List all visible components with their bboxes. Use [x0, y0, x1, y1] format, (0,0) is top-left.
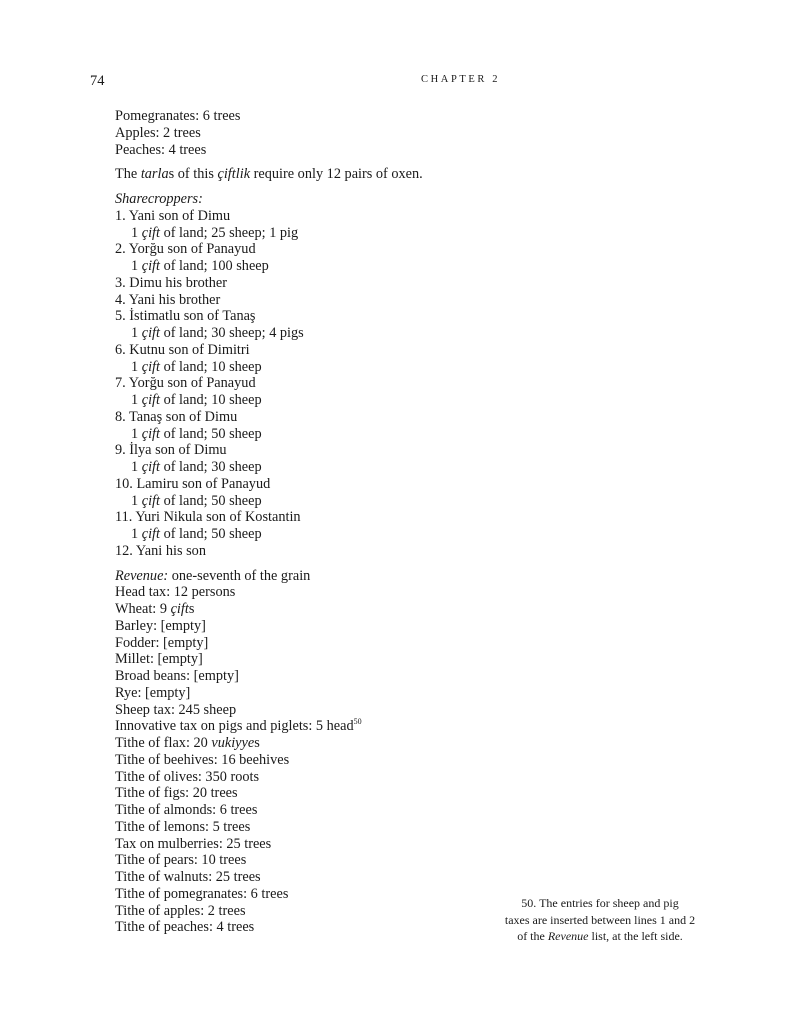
sharecropper-name: 2. Yorğu son of Panayud [115, 241, 256, 258]
sharecropper-holding: 1 çift of land; 10 sheep [131, 358, 262, 375]
sharecropper-name: 7. Yorğu son of Panayud [115, 375, 256, 392]
sharecropper-name: 11. Yuri Nikula son of Kostantin [115, 509, 301, 526]
fruit-tree-line: Pomegranates: 6 trees [115, 108, 241, 124]
sharecropper-name: 4. Yani his brother [115, 291, 221, 308]
revenue-item: Tithe of almonds: 6 trees [115, 802, 258, 818]
sharecroppers-heading: Sharecroppers: [115, 191, 203, 207]
revenue-item: Tax on mulberries: 25 trees [115, 835, 272, 852]
revenue-item: Tithe of beehives: 16 beehives [115, 751, 290, 768]
revenue-item: Barley: [empty] [115, 617, 206, 634]
revenue-item: Tithe of lemons: 5 trees [115, 818, 251, 835]
revenue-item: Tithe of figs: 20 trees [115, 785, 238, 802]
revenue-item: Rye: [empty] [115, 684, 191, 701]
sharecropper-name: 12. Yani his son [115, 542, 206, 559]
sharecropper-holding: 1 çift of land; 50 sheep [131, 492, 262, 509]
sharecropper-name: 9. İlya son of Dimu [115, 442, 227, 459]
revenue-heading: Revenue: one-seventh of the grain [115, 567, 311, 584]
footnote-line: of the Revenue list, at the left side. [517, 929, 683, 943]
sharecropper-name: 6. Kutnu son of Dimitri [115, 341, 250, 358]
fruit-tree-line: Apples: 2 trees [115, 124, 201, 141]
sharecropper-name: 5. İstimatlu son of Tanaş [115, 308, 256, 325]
revenue-item: Innovative tax on pigs and piglets: 5 head$^{50}$ [115, 717, 362, 735]
revenue-item: Tithe of walnuts: 25 trees [115, 869, 261, 885]
footnote-line: taxes are inserted between lines 1 and 2 [504, 912, 696, 927]
revenue-item: Tithe of pears: 10 trees [115, 852, 247, 869]
revenue-item: Fodder: [empty] [115, 634, 209, 651]
revenue-item: Head tax: 12 persons [115, 584, 236, 601]
revenue-item: Tithe of apples: 2 trees [115, 902, 246, 919]
revenue-item: Millet: [empty] [115, 651, 203, 668]
revenue-item: Tithe of flax: 20 vukiyyes [115, 735, 260, 751]
sharecropper-holding: 1 çift of land; 10 sheep [131, 392, 262, 408]
sharecropper-holding: 1 çift of land; 25 sheep; 1 pig [131, 224, 299, 241]
sharecropper-name: 10. Lamiru son of Panayud [115, 475, 271, 492]
page-number: 74 [90, 73, 105, 89]
revenue-item: Tithe of olives: 350 roots [115, 768, 260, 785]
sharecropper-holding: 1 çift of land; 50 sheep [131, 526, 262, 542]
revenue-item: Tithe of peaches: 4 trees [115, 919, 255, 936]
fruit-tree-line: Peaches: 4 trees [115, 141, 207, 158]
sharecropper-holding: 1 çift of land; 50 sheep [131, 425, 262, 442]
revenue-item: Tithe of pomegranates: 6 trees [115, 885, 289, 902]
sharecropper-holding: 1 çift of land; 30 sheep; 4 pigs [131, 325, 304, 341]
footnote-line: 50. The entries for sheep and pig [521, 896, 679, 910]
tarlas-note: The tarlas of this çiftlik require only 12 pairs of oxen. [115, 166, 423, 183]
running-head: CHAPTER 2 [421, 74, 501, 85]
revenue-item: Broad beans: [empty] [115, 668, 239, 684]
revenue-item: Wheat: 9 çifts [115, 601, 195, 617]
revenue-item: Sheep tax: 245 sheep [115, 701, 237, 718]
sharecropper-name: 8. Tanaş son of Dimu [115, 408, 238, 425]
sharecropper-holding: 1 çift of land; 30 sheep [131, 459, 262, 475]
footnote-reference: 50 [353, 717, 362, 727]
sharecropper-name: 1. Yani son of Dimu [115, 207, 231, 224]
sharecropper-holding: 1 çift of land; 100 sheep [131, 258, 269, 274]
sharecropper-name: 3. Dimu his brother [115, 274, 227, 291]
